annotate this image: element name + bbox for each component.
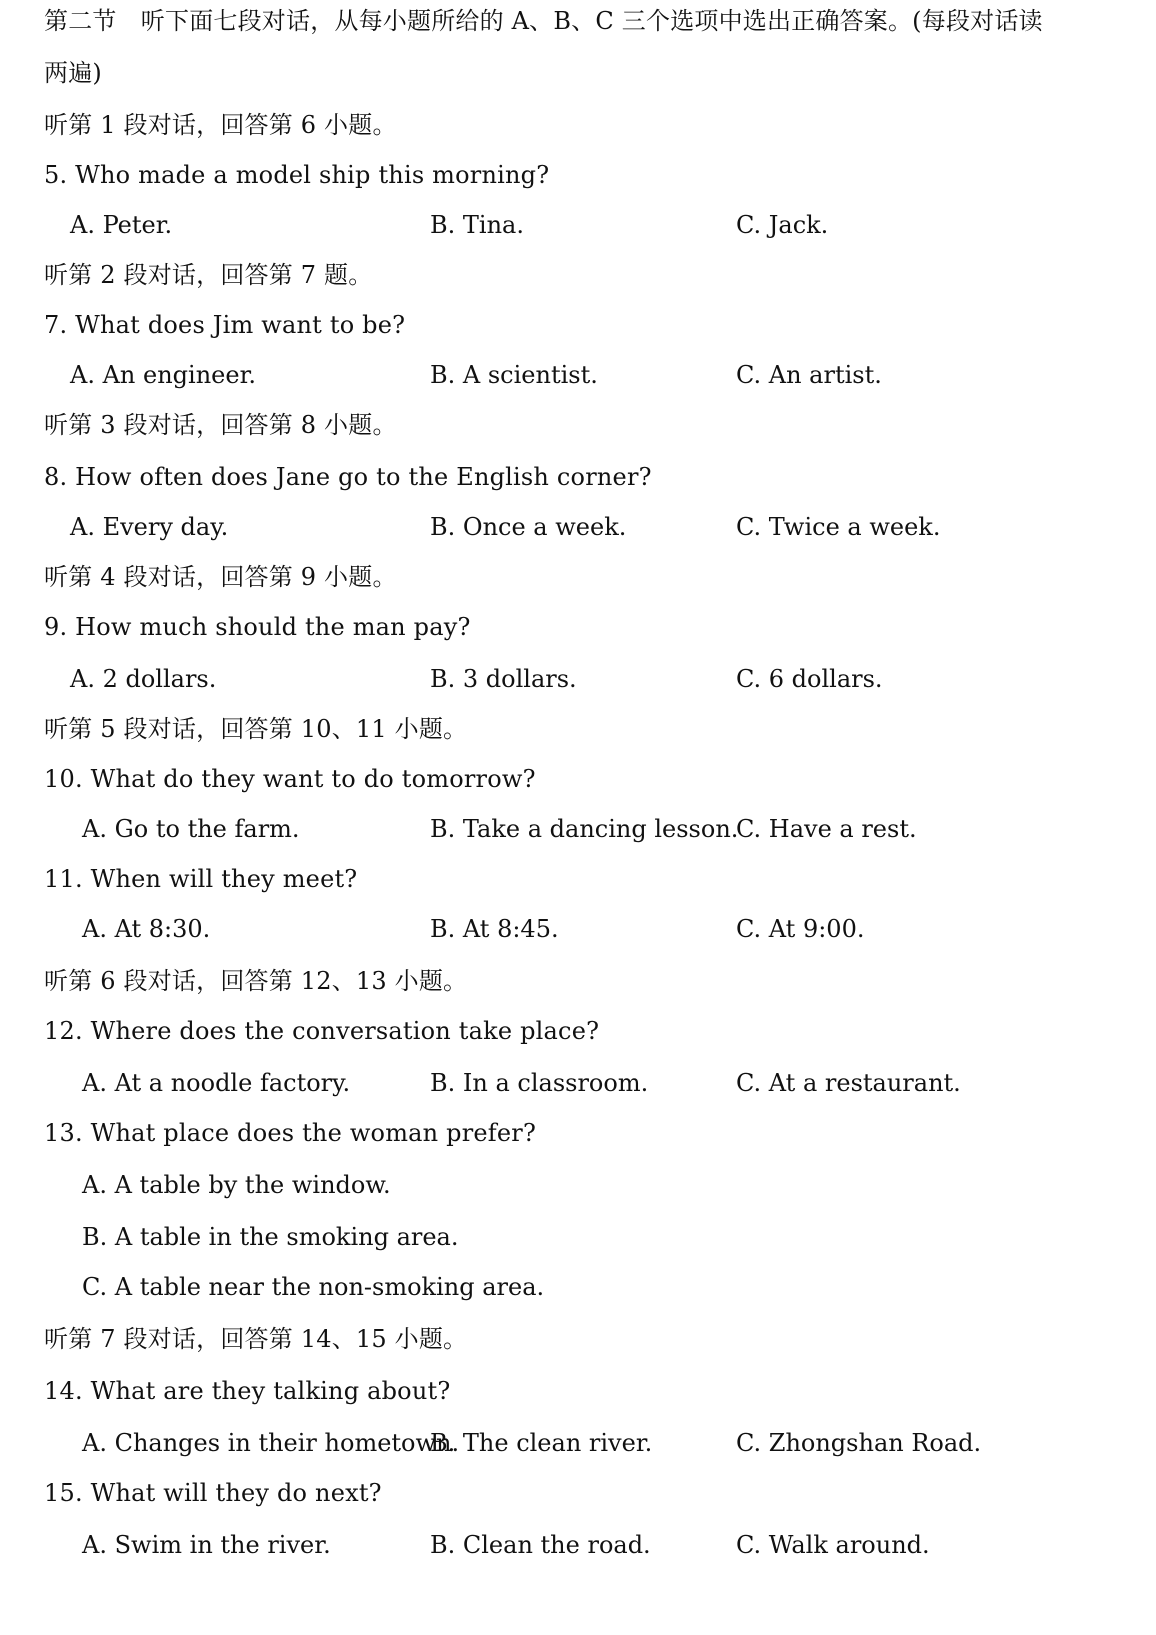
option-a: A. Go to the farm.	[82, 815, 300, 843]
question-stem: 13. What place does the woman prefer?	[44, 1119, 537, 1147]
option-a: A. Changes in their hometown.	[82, 1429, 460, 1457]
answer-option: B. A table in the smoking area.	[82, 1223, 459, 1251]
option-c: C. Twice a week.	[736, 513, 941, 541]
option-a: A. An engineer.	[70, 361, 257, 389]
option-a: A. Peter.	[70, 211, 173, 239]
question-stem: 7. What does Jim want to be?	[44, 311, 406, 339]
option-c: C. At 9:00.	[736, 915, 865, 943]
option-b: B. Clean the road.	[430, 1531, 651, 1559]
option-c: C. Zhongshan Road.	[736, 1429, 982, 1457]
option-c: C. At a restaurant.	[736, 1069, 961, 1097]
question-stem: 5. Who made a model ship this morning?	[44, 161, 550, 189]
option-b: B. 3 dollars.	[430, 665, 577, 693]
option-a: A. At 8:30.	[82, 915, 211, 943]
answer-option: C. A table near the non-smoking area.	[82, 1273, 545, 1301]
section-header-continued: 两遍)	[44, 59, 102, 87]
option-c: C. Walk around.	[736, 1531, 930, 1559]
option-b: B. The clean river.	[430, 1429, 653, 1457]
dialogue-instruction: 听第 6 段对话，回答第 12、13 小题。	[44, 967, 468, 995]
option-c: C. An artist.	[736, 361, 882, 389]
dialogue-instruction: 听第 3 段对话，回答第 8 小题。	[44, 411, 397, 439]
question-stem: 10. What do they want to do tomorrow?	[44, 765, 536, 793]
option-a: A. At a noodle factory.	[82, 1069, 351, 1097]
dialogue-instruction: 听第 7 段对话，回答第 14、15 小题。	[44, 1325, 468, 1353]
question-stem: 14. What are they talking about?	[44, 1377, 451, 1405]
option-b: B. A scientist.	[430, 361, 598, 389]
dialogue-instruction: 听第 1 段对话，回答第 6 小题。	[44, 111, 397, 139]
option-b: B. In a classroom.	[430, 1069, 649, 1097]
question-stem: 8. How often does Jane go to the English corner?	[44, 463, 652, 491]
option-b: B. Tina.	[430, 211, 524, 239]
question-stem: 12. Where does the conversation take place?	[44, 1017, 600, 1045]
option-c: C. Jack.	[736, 211, 829, 239]
option-b: B. At 8:45.	[430, 915, 559, 943]
question-stem: 15. What will they do next?	[44, 1479, 382, 1507]
option-a: A. 2 dollars.	[70, 665, 217, 693]
answer-option: A. A table by the window.	[82, 1171, 391, 1199]
option-a: A. Every day.	[70, 513, 229, 541]
question-stem: 11. When will they meet?	[44, 865, 358, 893]
question-stem: 9. How much should the man pay?	[44, 613, 471, 641]
dialogue-instruction: 听第 2 段对话，回答第 7 题。	[44, 261, 373, 289]
option-b: B. Once a week.	[430, 513, 627, 541]
dialogue-instruction: 听第 5 段对话，回答第 10、11 小题。	[44, 715, 468, 743]
option-a: A. Swim in the river.	[82, 1531, 331, 1559]
option-c: C. Have a rest.	[736, 815, 917, 843]
option-c: C. 6 dollars.	[736, 665, 883, 693]
dialogue-instruction: 听第 4 段对话，回答第 9 小题。	[44, 563, 397, 591]
section-header: 第二节 听下面七段对话，从每小题所给的 A、B、C 三个选项中选出正确答案。(每段对话读	[44, 7, 1043, 35]
option-b: B. Take a dancing lesson.	[430, 815, 739, 843]
